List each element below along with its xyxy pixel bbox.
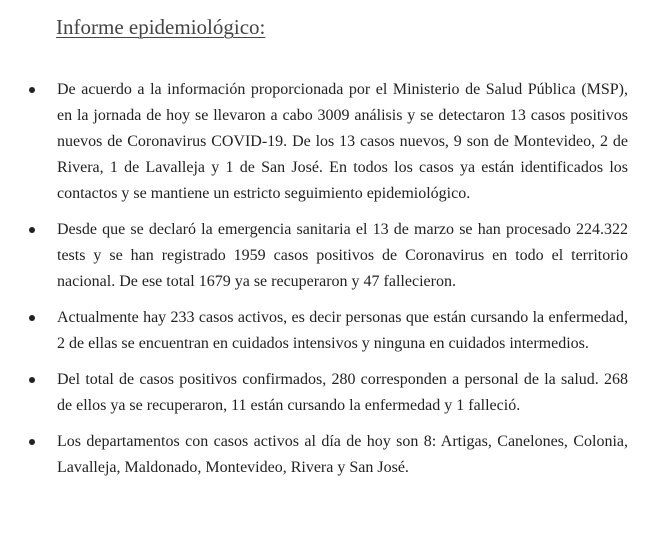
- bullet-item-departments: [0, 429, 628, 481]
- bullet-dot-icon: [29, 87, 35, 93]
- bullet-text: Actualmente hay 233 casos activos, es decir personas que están cursando la enfermedad, 2 de ellas se encuentran en cuidados intensivos y ninguna en cuidados intermedios.: [57, 309, 628, 352]
- bullet-text: Del total de casos positivos confirmados, 280 corresponden a personal de la salud. 268 de ellos ya se recuperaron, 11 están cursando la enfermedad y 1 falleció.: [57, 371, 628, 414]
- bullet-text: Desde que se declaró la emergencia sanitaria el 13 de marzo se han procesado 224.322 tests y se han registrado 1959 casos positivos de Coronavirus en todo el territorio nacional. De ese total 1679 ya se recuperaron y 47 fallecieron.: [57, 221, 628, 290]
- bullet-item-active-cases: [0, 305, 628, 357]
- report-heading: Informe epidemiológico:: [56, 15, 266, 39]
- bullet-text: Los departamentos con casos activos al día de hoy son 8: Artigas, Canelones, Colonia, Lavalleja, Maldonado, Montevideo, Rivera y San José.: [57, 433, 628, 476]
- bullet-dot-icon: [29, 377, 35, 383]
- bullet-item-totals: [0, 217, 628, 295]
- bullet-item-analyses: [0, 77, 628, 207]
- report-bullet-list: [0, 77, 659, 491]
- bullet-item-health-staff: [0, 367, 628, 419]
- bullet-dot-icon: [29, 439, 35, 445]
- bullet-text: De acuerdo a la información proporcionada por el Ministerio de Salud Pública (MSP), en la jornada de hoy se llevaron a cabo 3009 análisis y se detectaron 13 casos positivos nuevos de Coronavirus COVID-19. De los 13 casos nuevos, 9 son de Montevideo, 2 de Rivera, 1 de Lavalleja y 1 de San José. En todos los casos ya están identificados los contactos y se mantiene un estricto seguimiento epidemiológico.: [57, 81, 628, 202]
- bullet-dot-icon: [29, 227, 35, 233]
- bullet-dot-icon: [29, 315, 35, 321]
